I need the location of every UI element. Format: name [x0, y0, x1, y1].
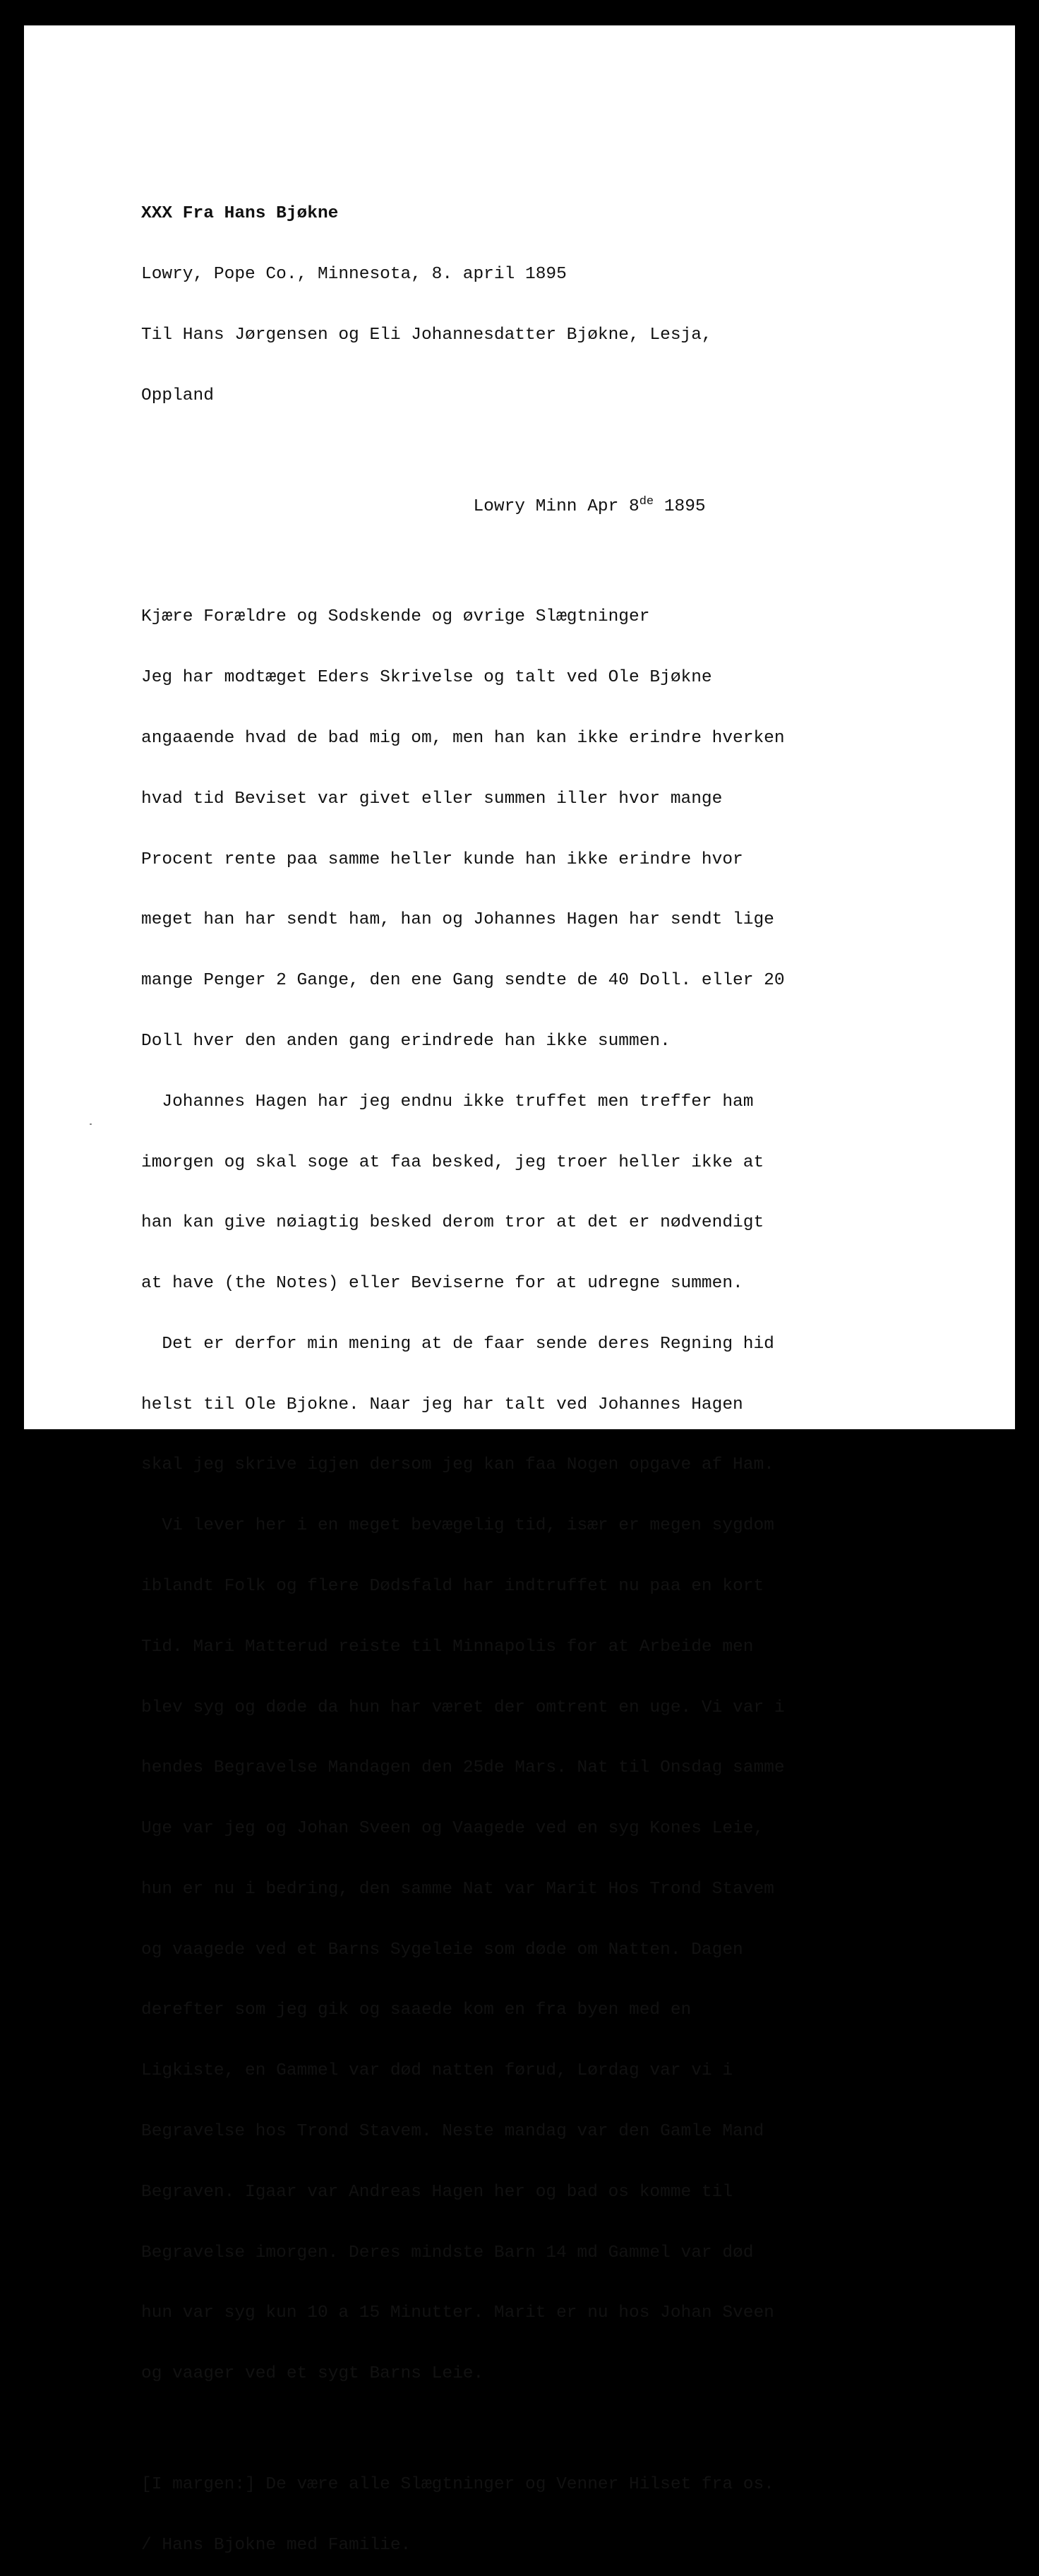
body-line: Uge var jeg og Johan Sveen og Vaagede ved en syg Kones Leie,: [141, 1819, 764, 1839]
letter-transcription: [141, 164, 889, 2576]
dateline-suffix: 1895: [654, 496, 706, 516]
body-line: iblandt Folk og flere Dødsfald har indtruffet nu paa en kort: [141, 1576, 764, 1596]
spacer: [141, 557, 889, 567]
dateline: [141, 494, 889, 518]
body-line: skal jeg skrive igjen dersom jeg kan faa Nogen opgave af Ham.: [141, 1455, 774, 1475]
closing-line: [I margen:] De være alle Slægtninger og Venner Hilset fra os.: [141, 2475, 774, 2495]
body-line: Jeg har modtæget Eders Skrivelse og talt ved Ole Bjøkne: [141, 668, 712, 688]
body-line: blev syg og døde da hun har været der omtrent en uge. Vi var i: [141, 1698, 785, 1717]
body-line: Procent rente paa samme heller kunde han ikke erindre hvor: [141, 849, 743, 869]
body-line: imorgen og skal soge at faa besked, jeg troer heller ikke at: [141, 1152, 764, 1172]
dateline-prefix: Lowry Minn Apr 8: [141, 496, 639, 516]
body-line: Kjære Forældre og Sodskende og øvrige Slægtninger: [141, 607, 650, 627]
paper-speck: [90, 1123, 92, 1125]
body-line: helst til Ole Bjokne. Naar jeg har talt ved Johannes Hagen: [141, 1395, 743, 1414]
body-line: han kan give nøiagtig besked derom tror at det er nødvendigt: [141, 1213, 764, 1233]
dateline-superscript: de: [639, 494, 654, 508]
body-line: og vaager ved et sygt Barns Leie.: [141, 2364, 484, 2384]
body-line: hun er nu i bedring, den samme Nat var Marit Hos Trond Stavem: [141, 1879, 774, 1899]
body-line: og vaagede ved et Barns Sygeleie som døde om Natten. Dagen: [141, 1940, 743, 1960]
body-line: Begravelse hos Trond Stavem. Neste mandag var den Gamle Mand: [141, 2122, 764, 2141]
body-line: angaaende hvad de bad mig om, men han kan ikke erindre hverken: [141, 729, 785, 749]
body-line: derefter som jeg gik og saaede kom en fra byen med en: [141, 2000, 692, 2020]
header-line: Lowry, Pope Co., Minnesota, 8. april 1895: [141, 264, 567, 284]
spacer: [141, 2425, 889, 2435]
header-line: Til Hans Jørgensen og Eli Johannesdatter Bjøkne, Lesja,: [141, 325, 712, 345]
body-line: Johannes Hagen har jeg endnu ikke truffet men treffer ham: [141, 1092, 754, 1111]
body-line: Det er derfor min mening at de faar sende deres Regning hid: [141, 1334, 774, 1354]
body-line: Tid. Mari Matterud reiste til Minnapolis for at Arbeide men: [141, 1637, 754, 1657]
body-line: Vi lever her i en meget bevægelig tid, især er megen sygdom: [141, 1516, 774, 1536]
letter-heading: XXX Fra Hans Bjøkne: [141, 204, 339, 224]
body-line: hvad tid Beviset var givet eller summen iller hvor mange: [141, 789, 723, 809]
body-line: Begraven. Igaar var Andreas Hagen her og bad os komme til: [141, 2182, 733, 2202]
body-line: at have (the Notes) eller Beviserne for at udregne summen.: [141, 1274, 743, 1294]
spacer: [141, 446, 889, 456]
body-line: Begravelse imorgen. Deres mindste Barn 14 md Gammel var død: [141, 2243, 754, 2262]
body-line: meget han har sendt ham, han og Johannes Hagen har sendt lige: [141, 910, 774, 930]
header-line: Oppland: [141, 386, 214, 405]
body-line: Doll hver den anden gang erindrede han ikke summen.: [141, 1031, 671, 1051]
closing-line: / Hans Bjokne med Familie.: [141, 2535, 412, 2555]
body-line: hendes Begravelse Mandagen den 25de Mars. Nat til Onsdag samme: [141, 1758, 785, 1778]
body-line: hun var syg kun 10 a 15 Minutter. Marit er nu hos Johan Sveen: [141, 2303, 774, 2323]
body-line: mange Penger 2 Gange, den ene Gang sendte de 40 Doll. eller 20: [141, 971, 785, 991]
body-line: Ligkiste, en Gammel var død natten førud, Lørdag var vi i: [141, 2061, 733, 2081]
